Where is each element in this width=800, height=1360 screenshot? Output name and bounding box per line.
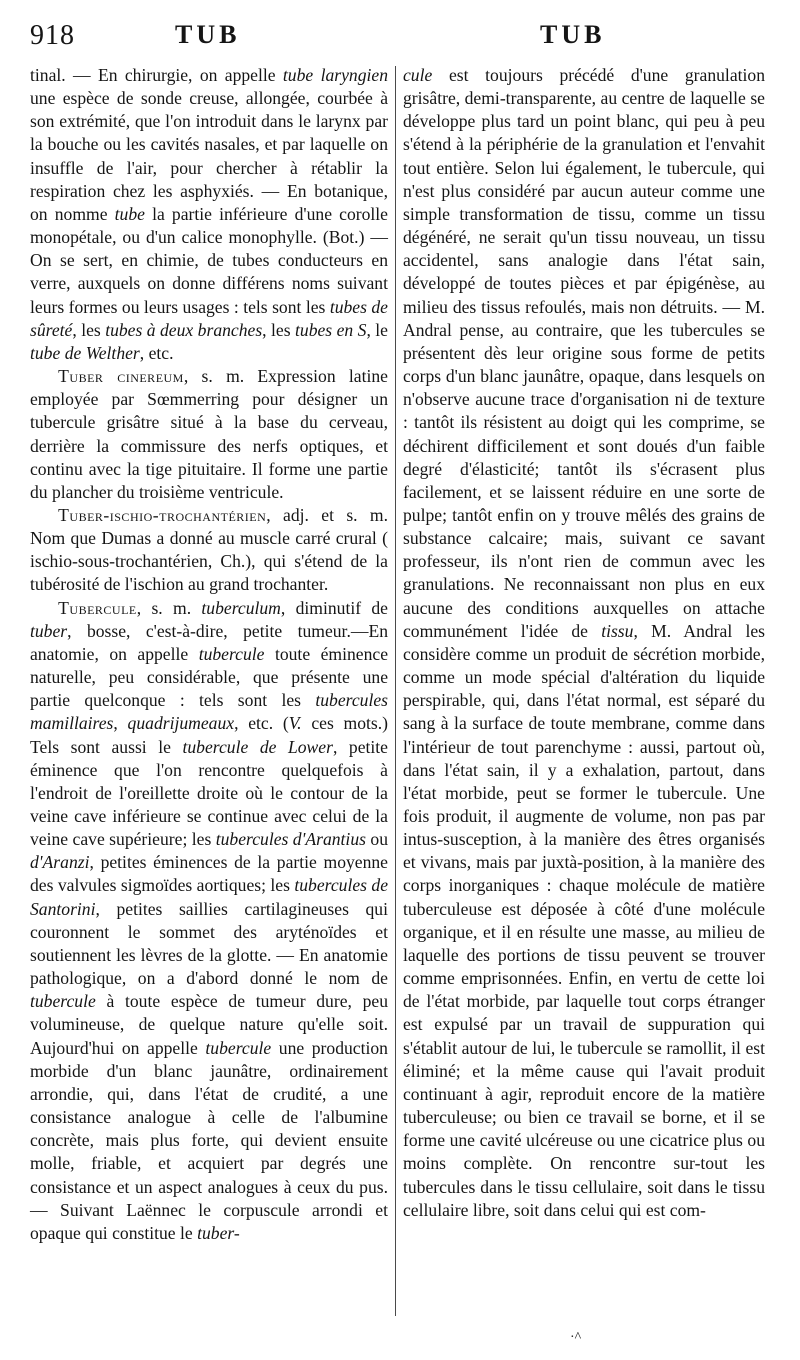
left-column (30, 64, 388, 1245)
header-left-word: TUB (175, 20, 241, 49)
text-run: toute éminence naturelle, peu considérable, que présente une partie quelconque : tels sont les (30, 643, 389, 711)
text-run: , le (366, 319, 388, 340)
entry-headword: Tubercule (58, 597, 137, 618)
text-run: , les (262, 319, 296, 340)
text-run: une espèce de sonde creuse, allongée, courbée à son extrémité, que l'on introduit dans le larynx par la bouche ou les cavités nasales, et par laquelle on insuffle de l'air, pour chercher à rétablir la respiration chez les asphyxiés. — En botanique, on nomme (30, 88, 388, 224)
italic-term: tubercule (198, 643, 265, 664)
italic-term: tubercules d'Arantius (215, 829, 366, 850)
italic-term: d'Aranzi (30, 852, 90, 873)
text-run: , adj. et s. m. Nom que Dumas a donné au muscle carré crural ( ischio-sous-trochantérien, Ch.), qui s'étend de la tubérosité de l'ischion au grand trochanter. (30, 504, 388, 595)
entry-headword: Tuber-ischio-trochantérien (58, 504, 267, 525)
text-run: , petites éminences de la partie moyenne des valvules sigmoïdes aortiques; les (30, 852, 388, 896)
text-run: , etc. (139, 342, 174, 363)
text-run: , les (72, 319, 106, 340)
text-run: tinal. — En chirurgie, on appelle (30, 65, 283, 85)
text-run: , M. Andral les considère comme un produit de sécrétion morbide, comme un mode spécial d'altération du liquide perspirable, qui, dans l'état normal, est séparé du sang à la surface de toute membrane, comme dans l'intérieur de tout parenchyme : aussi, partout où, dans l'état sain, il y a exhalation, partout, dans l'état morbide, peut se former le tubercule. Une fois produit, il augmente de volume, non pas par intus-susception, à la manière des êtres organisés et vivans, mais par juxtà-position, à la manière des corps inorganiques : chaque molécule de matière tuberculeuse est déposée à côté d'une molécule organique, et il en résulte une masse, au milieu de laquelle des portions de tissu peuvent se trouver comme emprisonnées. Enfin, en vertu de cette loi de l'état morbide, par laquelle tout corps étranger est expulsé par un travail de suppuration qui s'établit autour de lui, le tubercule se ramollit, il est éliminé; et la même cause qui l'avait produit continuant à agir, reproduit encore de la matière tuberculeuse; ou bien ce travail se borne, et il se forme une cavité ulcéreuse ou une cicatrice plus ou moins complète. On rencontre sur-tout les tubercules dans le tissu cellulaire, soit dans le tissu cellulaire libre, soit dans celui qui est com- (403, 620, 765, 1220)
page-number: 918 (30, 20, 75, 51)
right-column (403, 64, 765, 1222)
text-run: , etc. ( (234, 713, 289, 734)
italic-term: tubercules de Santorini (30, 875, 388, 919)
article-paragraph (30, 64, 388, 365)
article-paragraph (30, 365, 388, 504)
italic-term: tubes à deux branches (105, 319, 263, 340)
text-run: , (113, 713, 128, 734)
italic-term: tube (114, 203, 145, 224)
italic-term: tuber (30, 620, 68, 641)
italic-term: tuber- (197, 1222, 240, 1243)
bottom-mark: ·^ (570, 1330, 582, 1345)
italic-term: tubercule de Lower (182, 736, 333, 757)
italic-term: tubes de sûreté (30, 296, 388, 340)
article-paragraph (30, 597, 388, 1245)
italic-term: tissu (601, 620, 634, 641)
header-right-word: TUB (540, 20, 606, 49)
text-run: à toute espèce de tumeur dure, peu volumineuse, de quelque nature qu'elle soit. Aujourd'hui on appelle (30, 991, 388, 1058)
italic-term: cule (403, 65, 433, 85)
italic-term: quadrijumeaux (127, 713, 235, 734)
text-run: , bosse, c'est-à-dire, petite tumeur.—En anatomie, on appelle (30, 620, 388, 664)
text-run: , petites saillies cartilagineuses qui couronnent le sommet des aryténoïdes et soutiennent les lèvres de la glotte. — En anatomie pathologique, on a d'abord donné le nom de (30, 898, 388, 989)
italic-term: V. (288, 713, 302, 734)
text-run: est toujours précédé d'une granulation grisâtre, demi-transparente, au centre de laquelle se développe plus tard un point blanc, qui peu à peu s'étend à la périphérie de la granulation et l'envahit tout entière. Selon lui également, le tubercule, qui n'est plus considéré par aucun auteur comme une simple transformation de tissu, comme un tissu dégénéré, ne serait qu'un tissu nouveau, un tissu accidentel, sans analogie dans l'état sain, développé de toutes pièces et par épigénèse, au milieu des tissus refoulés, mais non détruits. — M. Andral pense, au contraire, que les tubercules se présentent dès leur origine sous forme de petits corps d'un blanc jaunâtre, opaque, dans lesquels on n'observe aucune trace d'organisation ni de texture : tantôt ils résistent au doigt qui les comprime, se déchirent difficilement et sont doués d'un faible degré d'élasticité; tantôt ils s'écrasent plus facilement, et se laissent réduire en une sorte de pulpe; tantôt enfin on y trouve mêlés des grains de substance calcaire; mais, suivant ce savant professeur, ils n'ont rien de commun avec les granulations. Ne reconnaissant non plus en eux aucune des conditions auxquelles on attache communément l'idée de (403, 65, 765, 641)
running-header (0, 12, 800, 60)
column-divider (395, 66, 396, 1316)
text-run: , s. m. (136, 597, 202, 618)
italic-term: tubercule (30, 991, 96, 1012)
italic-term: tubes en S (295, 319, 367, 340)
text-run: ou (365, 829, 388, 850)
text-run: la partie inférieure d'une corolle monopétale, ou d'un calice monophylle. (Bot.) — On se sert, en chimie, de tubes conducteurs en verre, auxquels on donne différens noms suivant leurs formes ou leurs usages : tels sont les (30, 203, 388, 317)
italic-term: tubercules mamillaires (30, 690, 388, 734)
text-run: une production morbide d'un blanc jaunâtre, ordinairement arrondie, qui, dans l'état de crudité, a une consistance analogue à celle de l'albumine concrète, mais plus forte, qui devient ensuite molle, friable, et acquiert par degrés une consistance et un aspect analogues à ceux du pus. — Suivant Laënnec le corpuscule arrondi et opaque qui constitue le (30, 1037, 388, 1243)
text-run: ces mots.) Tels sont aussi le (30, 713, 388, 757)
entry-headword: Tuber cinereum (58, 366, 184, 387)
italic-term: tuberculum (201, 597, 281, 618)
italic-term: tube de Welther (30, 342, 140, 363)
article-paragraph (30, 504, 388, 597)
article-paragraph (403, 64, 765, 1222)
italic-term: tubercule (205, 1037, 272, 1058)
italic-term: tube laryngien (282, 65, 388, 85)
text-run: , s. m. Expression latine employée par Sœmmerring pour désigner un tubercule grisâtre situé à la base du cerveau, derrière la commissure des nerfs optiques, et continu avec la tige pituitaire. Il forme une partie du plancher du troisième ventricule. (30, 366, 388, 502)
text-run: , diminutif de (280, 597, 388, 618)
text-run: , petite éminence que l'on rencontre quelquefois à l'endroit de l'oreillette droite où le contour de la veine cave inférieure se continue avec celui de la veine cave supérieure; les (30, 736, 388, 850)
